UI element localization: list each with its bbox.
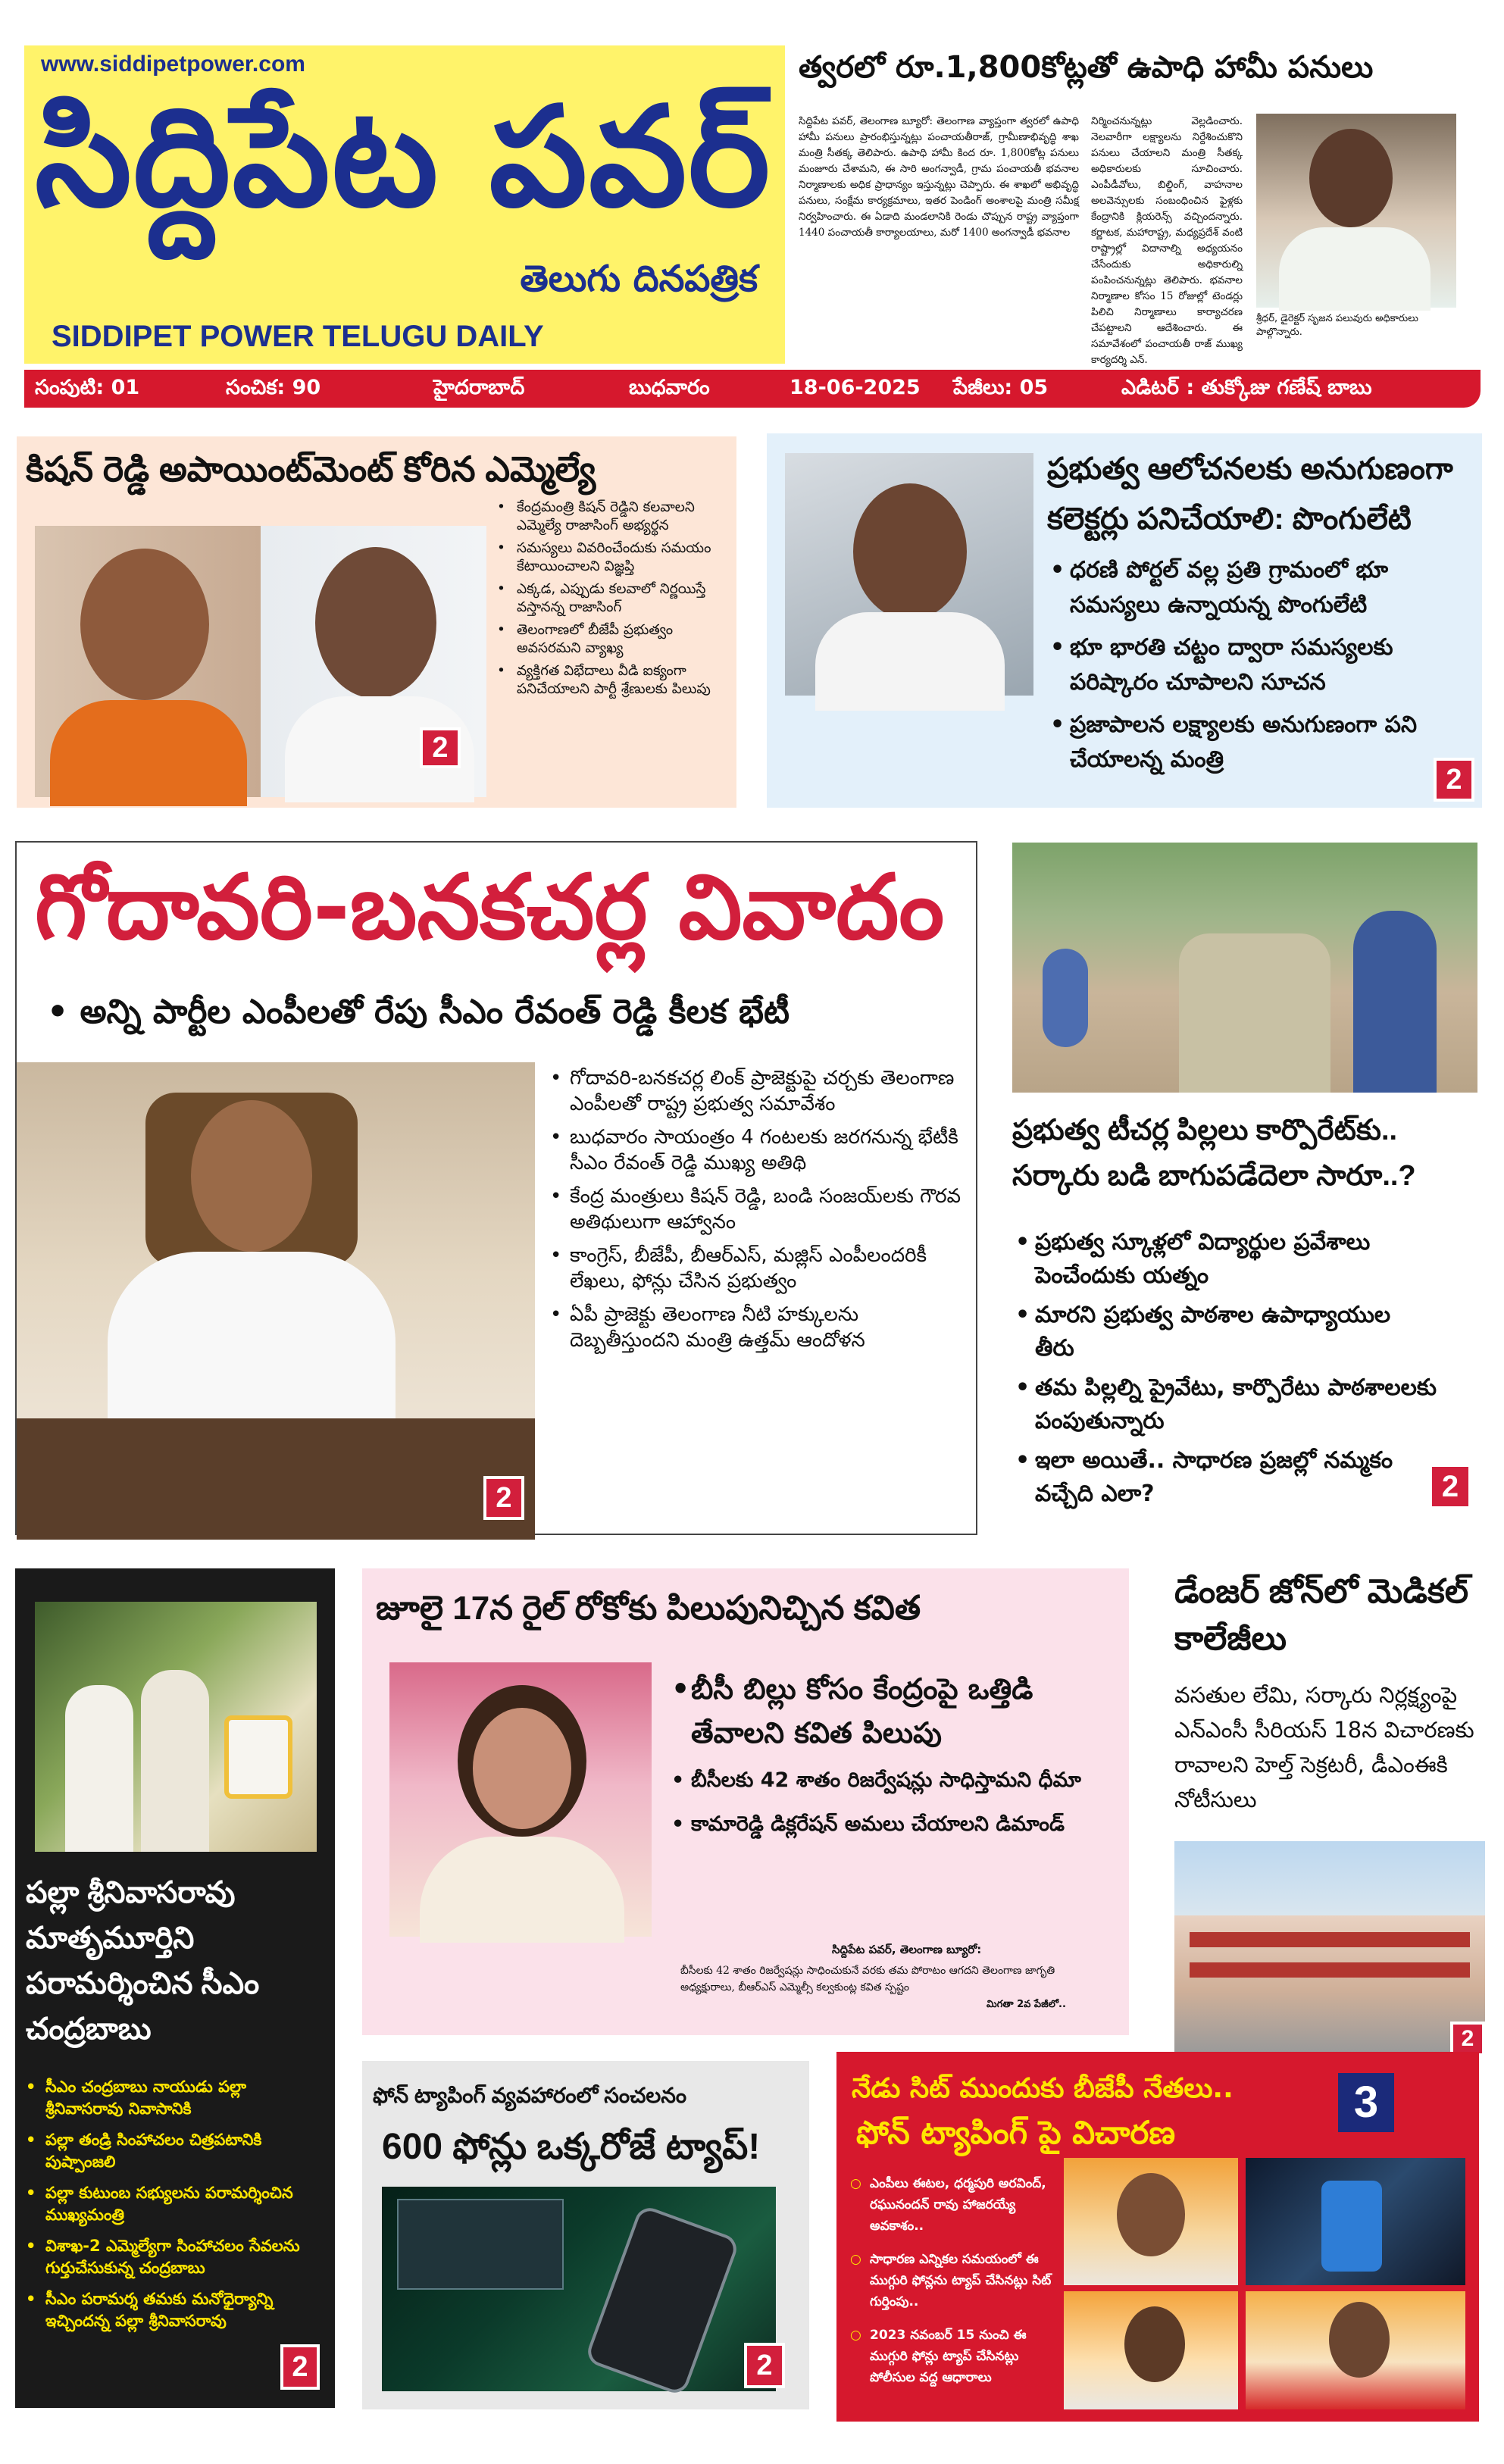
kavitha-bullet: • కామారెడ్డి డిక్లరేషన్ అమలు చేయాలని డిమాండ్ bbox=[668, 1806, 1100, 1843]
tapping-story bbox=[362, 2061, 809, 2409]
godavari-bullet: • ఏపీ ప్రాజెక్టు తెలంగాణ నీటి హక్కులను దెబ్బతీస్తుందని మంత్రి ఉత్తమ్ ఆందోళన bbox=[547, 1302, 971, 1353]
kavitha-headline[interactable]: జూలై 17న రైల్ రోకోకు పిలుపునిచ్చిన కవిత bbox=[376, 1590, 921, 1627]
sit-page-badge[interactable]: 3 bbox=[1338, 2073, 1394, 2132]
palla-bullet: • సీఎం పరామర్శ తమకు మనోధైర్యాన్ని ఇచ్చిందన్న పల్లా శ్రీనివాసరావు bbox=[23, 2288, 326, 2332]
sit-bullet: ○ సాధారణ ఎన్నికల సమయంలో ఈ ముగ్గురి ఫోన్లను ట్యాప్ చేసినట్లు సిట్ గుర్తింపు.. bbox=[850, 2249, 1055, 2312]
kishan-headline[interactable]: కిషన్ రెడ్డి అపాయింట్‌మెంట్ కోరిన ఎమ్మెల్యే bbox=[26, 449, 596, 489]
tagline: తెలుగు దినపత్రిక bbox=[520, 258, 758, 300]
palla-headline[interactable]: పల్లా శ్రీనివాసరావు మాతృమూర్తిని పరామర్శించిన సీఎం చంద్రబాబు bbox=[26, 1876, 260, 2046]
dateline-bar bbox=[24, 370, 1481, 408]
sit-photo-phone bbox=[1246, 2158, 1465, 2285]
palla-bullet: • పల్లా కుటుంబ సభ్యులను పరామర్శించిన ముఖ్యమంత్రి bbox=[23, 2182, 326, 2226]
teachers-headline[interactable]: ప్రభుత్వ టీచర్ల పిల్లలు కార్పొరేట్‌కు.. సర్కారు బడి బాగుపడేదెలా సారూ..? bbox=[1012, 1115, 1416, 1192]
minister-photo bbox=[1256, 114, 1456, 308]
sit-kicker: నేడు సిట్ ముందుకు బీజేపీ నేతలు.. bbox=[852, 2073, 1234, 2104]
ponguleti-photo bbox=[785, 453, 1033, 696]
sit-bullets bbox=[850, 2173, 1055, 2388]
teachers-story bbox=[1005, 843, 1485, 1534]
godavari-bullet: • బుధవారం సాయంత్రం 4 గంటలకు జరగనున్న భేటీకి సీఎం రేవంత్ రెడ్డి ముఖ్య అతిథి bbox=[547, 1124, 971, 1176]
top-story-col2: నిర్మించనున్నట్లు వెల్లడించారు. నెలవారీగా లక్ష్యాలను నిర్దేశించుకొని పనులు చేయాలని మంత్రి సీతక్క అధికారులకు సూచించారు. ఎంపీడీవోలు, బిల్డింగ్, వాహనాల అలవెన్సులకు సంబంధించిన ఫైళ్లకు కేంద్రానికి క్లియరెన్స్ వచ్చిందన్నారు. కర్ణాటక, మహారాష్ట్ర, మధ్యప్రదేశ్ వంటి రాష్ట్రాల్లో విదానాల్ని అధ్యయనం చేసేందుకు అధికారుల్ని పంపించనున్నట్లు తెలిపారు. భవనాల నిర్మాణాల కోసం 15 రోజుల్లో టెండర్లు పిలిచి నిర్మాణాలు కార్యాచరణ చేపట్టాలని ఆదేశించారు. ఈ సమావేశంలో పంచాయతీ రాజ్ ముఖ్య కార్యదర్శి ఎన్. bbox=[1091, 115, 1243, 366]
top-story-col1: సిద్దిపేట పవర్, తెలంగాణ బ్యూరో: తెలంగాణ వ్యాప్తంగా త్వరలో ఉపాధి హామీ పనులు ప్రారంభిస్తున్నట్లు పంచాయతీరాజ్, గ్రామీణాభివృద్ధి శాఖ మంత్రి సీతక్క తెలిపారు. ఉపాధి హామీ కింద రూ. 1,800కోట్ల పనులు మంజూరు చేశామని, ఈ సారి అంగన్వాడీ, గ్రామ పంచాయతీ భవనాల నిర్మాణాలకు అధిక ప్రాధాన్యం ఇస్తున్నట్లు చెప్పారు. ఈ శాఖలో అభివృద్ధి పనులు, సంక్షేమ కార్యక్రమాలు, ఇతర పెండింగ్ అంశాలపై మంత్రి సమీక్ష నిర్వహించారు. ఈ ఏడాది మండలానికి రెండు చొప్పున రాష్ట్ర వ్యాప్తంగా 1440 పంచాయతీ కార్యాలయాలు, మరో 1400 అంగన్వాడీ భవనాల bbox=[799, 115, 1079, 239]
sit-headline[interactable]: ఫోన్ ట్యాపింగ్ పై విచారణ bbox=[856, 2114, 1176, 2151]
kishan-page-badge[interactable]: 2 bbox=[420, 727, 461, 768]
date: 18-06-2025 bbox=[790, 376, 921, 399]
newspaper-title: సిద్దిపేట పవర్ bbox=[35, 77, 772, 237]
kishan-photo bbox=[35, 526, 486, 797]
godavari-bullets bbox=[547, 1065, 971, 1353]
palla-page-badge[interactable]: 2 bbox=[280, 2344, 320, 2390]
sit-photo-raghunandan bbox=[1246, 2291, 1465, 2409]
english-name: SIDDIPET POWER TELUGU DAILY bbox=[52, 320, 544, 353]
issue: సంచిక: 90 bbox=[226, 376, 321, 399]
sit-photo-etala bbox=[1064, 2158, 1238, 2285]
kavitha-bureau: సిద్దిపేట పవర్, తెలంగాణ బ్యూరో: bbox=[832, 1943, 982, 1956]
medical-college-photo bbox=[1174, 1841, 1485, 2053]
sit-story bbox=[836, 2052, 1479, 2422]
godavari-page-badge[interactable]: 2 bbox=[483, 1476, 524, 1520]
godavari-story bbox=[15, 841, 977, 1535]
teachers-page-badge[interactable]: 2 bbox=[1429, 1464, 1471, 1509]
ponguleti-bullet: • ధరణి పోర్టల్ వల్ల ప్రతి గ్రామంలో భూ సమస్యలు ఉన్నాయన్న పొంగులేటి bbox=[1047, 553, 1471, 623]
city: హైదరాబాద్ bbox=[433, 376, 525, 399]
tapping-kicker: ఫోన్ ట్యాపింగ్ వ్యవహారంలో సంచలనం bbox=[373, 2084, 687, 2107]
ponguleti-bullets bbox=[1047, 553, 1471, 777]
tapping-page-badge[interactable]: 2 bbox=[744, 2343, 785, 2388]
palla-story bbox=[15, 1568, 335, 2408]
weekday: బుధవారం bbox=[629, 376, 710, 399]
top-story-caption: శ్రీధర్, డైరెక్టర్ సృజన పలువురు అధికారులు పాల్గొన్నారు. bbox=[1256, 313, 1418, 338]
teachers-bullets bbox=[1012, 1226, 1437, 1511]
kavitha-story bbox=[362, 1568, 1129, 2035]
kavitha-bullets bbox=[668, 1667, 1100, 1843]
kavitha-more[interactable]: మిగతా 2వ పేజీలో.. bbox=[987, 1999, 1066, 2010]
tapping-headline[interactable]: 600 ఫోన్లు ఒక్కరోజే ట్యాప్! bbox=[382, 2127, 761, 2167]
teachers-bullet: • ప్రభుత్వ స్కూళ్లలో విద్యార్థుల ప్రవేశాలు పెంచేందుకు యత్నం bbox=[1012, 1226, 1437, 1293]
medical-headline[interactable]: డేంజర్ జోన్‌లో మెడికల్ కాలేజీలు bbox=[1174, 1573, 1469, 1657]
ponguleti-headline[interactable]: ప్రభుత్వ ఆలోచనలకు అనుగుణంగా కలెక్టర్లు పనిచేయాలి: పొంగులేటి bbox=[1047, 452, 1453, 536]
godavari-subhead bbox=[47, 993, 790, 1040]
palla-bullet: • పల్లా తండ్రి సింహాచలం చిత్రపటానికి పుష్పాంజలి bbox=[23, 2129, 326, 2173]
top-story-headline[interactable]: త్వరలో రూ.1,800కోట్లతో ఉపాధి హామీ పనులు bbox=[799, 50, 1374, 85]
volume: సంపుటి: 01 bbox=[35, 376, 140, 399]
palla-bullet: • విశాఖ-2 ఎమ్మెల్యేగా సింహాచలం సేవలను గుర్తుచేసుకున్న చంద్రబాబు bbox=[23, 2235, 326, 2279]
school-photo bbox=[1012, 843, 1477, 1093]
medical-page-badge[interactable]: 2 bbox=[1450, 2022, 1485, 2056]
kishan-bullet: • సమస్యలు వివరించేందుకు సమయం కేటాయించాలని విజ్ఞప్తి bbox=[494, 539, 729, 576]
sit-bullet: ○ ఎంపీలు ఈటల, ధర్మపురి అరవింద్, రఘునందన్ రావు హాజరయ్యే అవకాశం.. bbox=[850, 2173, 1055, 2237]
ponguleti-bullet: • భూ భారతి చట్టం ద్వారా సమస్యలకు పరిష్కారం చూపాలని సూచన bbox=[1047, 630, 1471, 700]
kishan-bullet: • వ్యక్తిగత విభేదాలు వీడి ఐక్యంగా పనిచేయాలని పార్టీ శ్రేణులకు పిలుపు bbox=[494, 662, 729, 699]
godavari-bullet: • కాంగ్రెస్, బీజేపీ, బీఆర్ఎస్, మజ్లిస్ ఎంపీలందరికీ లేఖలు, ఫోన్లు చేసిన ప్రభుత్వం bbox=[547, 1243, 971, 1294]
palla-photo bbox=[35, 1602, 317, 1852]
editor: ఎడిటర్ : తుక్కోజు గణేష్ బాబు bbox=[1121, 376, 1372, 399]
godavari-bullet: • గోదావరి-బనకచర్ల లింక్ ప్రాజెక్టుపై చర్చకు తెలంగాణ ఎంపీలతో రాష్ట్ర ప్రభుత్వ సమావేశం bbox=[547, 1065, 971, 1117]
pages: పేజీలు: 05 bbox=[953, 376, 1049, 399]
tapping-photo bbox=[382, 2187, 776, 2391]
godavari-bullet: • కేంద్ర మంత్రులు కిషన్ రెడ్డి, బండి సంజయ్‌లకు గౌరవ అతిథులుగా ఆహ్వానం bbox=[547, 1184, 971, 1235]
kavitha-photo bbox=[389, 1662, 652, 1937]
website-url[interactable]: www.siddipetpower.com bbox=[41, 52, 305, 77]
palla-bullets bbox=[23, 2076, 326, 2332]
medical-body: వసతుల లేమి, సర్కారు నిర్లక్ష్యంపై ఎన్ఎంసీ సీరియస్ 18న విచారణకు రావాలని హెల్త్ సెక్రటరీ, డీఎంఈకి నోటీసులు bbox=[1174, 1682, 1474, 1812]
ponguleti-story bbox=[767, 433, 1482, 808]
top-story bbox=[799, 50, 1481, 364]
ponguleti-page-badge[interactable]: 2 bbox=[1434, 758, 1474, 802]
medical-story bbox=[1167, 1568, 1485, 2051]
sit-bullet: ○ 2023 నవంబర్ 15 నుంచి ఈ ముగ్గురి ఫోన్లు ట్యాప్ చేసినట్లు పోలీసుల వద్ద ఆధారాలు bbox=[850, 2325, 1055, 2388]
kishan-bullet: • ఎక్కడ, ఎప్పుడు కలవాలో నిర్ణయిస్తే వస్తానన్న రాజాసింగ్ bbox=[494, 580, 729, 617]
masthead bbox=[24, 45, 785, 364]
kishan-bullet: • తెలంగాణలో బీజేపీ ప్రభుత్వం అవసరమని వ్యాఖ్య bbox=[494, 621, 729, 658]
subhead-bullet: • bbox=[47, 993, 80, 1031]
ponguleti-bullet: • ప్రజాపాలన లక్ష్యాలకు అనుగుణంగా పని చేయాలన్న మంత్రి bbox=[1047, 708, 1471, 777]
kishan-bullets bbox=[494, 499, 729, 699]
kishan-story bbox=[17, 436, 736, 808]
revanth-photo bbox=[17, 1062, 535, 1534]
kavitha-bullet: • బీసీలకు 42 శాతం రిజర్వేషన్లు సాధిస్తామని ధీమా bbox=[668, 1762, 1100, 1799]
godavari-headline[interactable]: గోదావరి-బనకచర్ల వివాదం bbox=[35, 855, 945, 959]
teachers-bullet: • తమ పిల్లల్ని ప్రైవేటు, కార్పొరేటు పాఠశాలలకు పంపుతున్నారు bbox=[1012, 1371, 1437, 1438]
kishan-bullet: • కేంద్రమంత్రి కిషన్ రెడ్డిని కలవాలని ఎమ్మెల్యే రాజాసింగ్ అభ్యర్థన bbox=[494, 499, 729, 535]
kavitha-bullet: • బీసీ బిల్లు కోసం కేంద్రంపై ఒత్తిడి తేవాలని కవిత పిలుపు bbox=[668, 1667, 1100, 1755]
teachers-bullet: • మారని ప్రభుత్వ పాఠశాల ఉపాధ్యాయుల తీరు bbox=[1012, 1299, 1437, 1365]
palla-bullet: • సీఎం చంద్రబాబు నాయుడు పల్లా శ్రీనివాసరావు నివాసానికి bbox=[23, 2076, 326, 2120]
sit-photo-arvind bbox=[1064, 2291, 1238, 2409]
godavari-subhead-text: అన్ని పార్టీల ఎంపీలతో రేపు సీఎం రేవంత్ రెడ్డి కీలక భేటీ bbox=[80, 993, 790, 1031]
kavitha-body: బీసీలకు 42 శాతం రిజర్వేషన్లు సాధించుకునే వరకు తమ పోరాటం ఆగదని తెలంగాణ జాగృతి అధ్యక్షురాలు, బీఆర్ఎస్ ఎమ్మెల్సీ కల్వకుంట్ల కవిత స్పష్టం bbox=[680, 1965, 1055, 1993]
teachers-bullet: • ఇలా అయితే.. సాధారణ ప్రజల్లో నమ్మకం వచ్చేది ఎలా? bbox=[1012, 1444, 1437, 1511]
